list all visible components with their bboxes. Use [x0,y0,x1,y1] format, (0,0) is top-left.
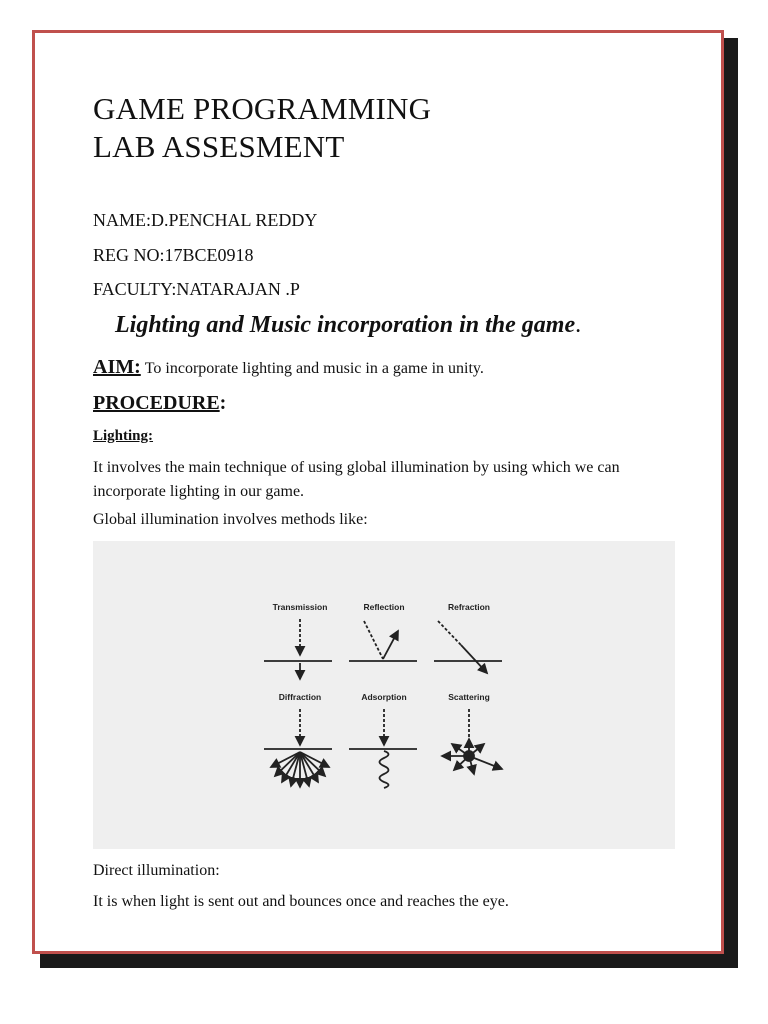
label-scattering: Scattering [448,692,490,702]
transmission-diagram [264,619,332,679]
subtitle-text: Lighting and Music incorporation in the game [115,312,576,338]
figure-svg [93,541,675,849]
label-reflection: Reflection [363,602,405,612]
procedure-label: PROCEDURE [93,392,220,414]
title-line-2: LAB ASSESMENT [93,129,345,164]
diffraction-diagram [264,709,332,787]
aim-line [93,356,484,379]
title-line-1: GAME PROGRAMMING [93,91,432,126]
aim-label: AIM: [93,356,141,378]
label-diffraction: Diffraction [278,692,322,702]
paragraph-global-illumination: It involves the main technique of using global illumination by using which we can incorporate lighting in our game. [93,459,620,500]
lighting-heading: Lighting: [93,428,154,444]
subtitle-period: . [575,312,582,338]
procedure-heading [93,392,226,415]
paragraph-direct-illumination-heading: Direct illumination: [93,862,220,879]
scattering-diagram [442,709,502,774]
label-refraction: Refraction [447,602,491,612]
refraction-diagram [434,621,502,673]
label-adsorption: Adsorption [361,692,407,702]
subtitle [115,312,581,339]
illumination-methods-figure [93,541,675,849]
adsorption-diagram [349,709,417,788]
paragraph-methods: Global illumination involves methods like: [93,511,368,528]
faculty-name: FACULTY:NATARAJAN .P [93,279,300,299]
reg-number: REG NO:17BCE0918 [93,245,254,265]
procedure-colon: : [219,392,227,414]
label-transmission: Transmission [272,602,328,612]
aim-text: To incorporate lighting and music in a game in unity. [144,360,484,377]
paragraph-direct-illumination: It is when light is sent out and bounces once and reaches the eye. [93,893,509,910]
reflection-diagram [349,621,417,661]
student-name: NAME:D.PENCHAL REDDY [93,210,318,230]
